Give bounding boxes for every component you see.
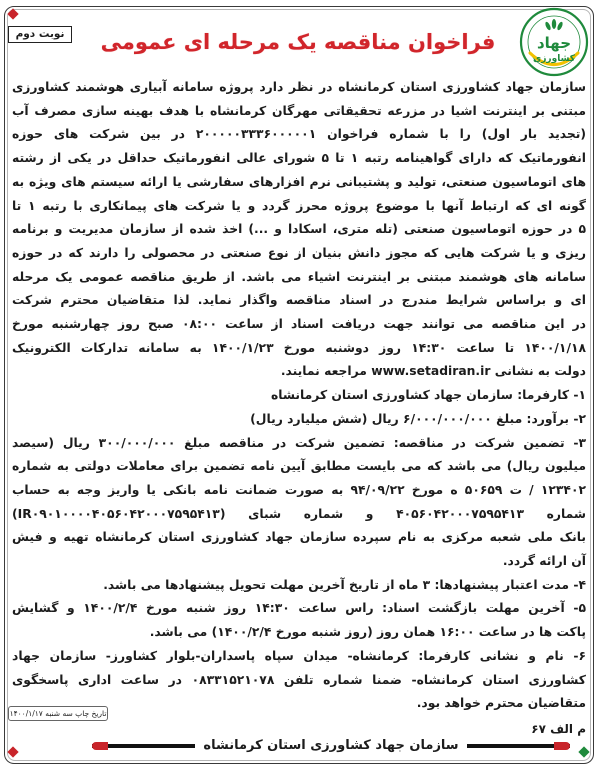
body-line: ۱۴۰۰/۱/۱۸ تا ساعت ۱۴:۳۰ روز دوشنبه مورخ ۱۴۰۰/۱/۲۳ به سامانه تدارکات الکترونیک <box>12 340 587 355</box>
body-line: ریزی و یا شرکت هایی که مجوز دانش بنیان از نوع صنعتی در محصولی را دارند که در حوزه <box>12 245 586 260</box>
body-line: ۱۲۳۴۰۲ / ت ۵۰۶۵۹ ه مورخ ۹۴/۰۹/۲۲ به صورت ضمانت نامه بانکی یا واریز وجه به حساب <box>12 482 586 497</box>
body-line: (تجدید بار اول) را با شماره فراخوان ۲۰۰۰۰۰۳۳۳۶۰۰۰۰۰۱ در بین شرکت های حوزه <box>12 127 586 142</box>
body-line: در این مناقصه می توانند جهت دریافت اسناد از ساعت ۰۸:۰۰ صبح روز چهارشنبه مورخ <box>12 317 586 332</box>
ad-title: فراخوان مناقصه یک مرحله ای عمومی <box>100 30 496 54</box>
body-line: ۶- نام و نشانی کارفرما: کرمانشاه- میدان سپاه پاسداران-بلوار کشاورز- سازمان جهاد <box>12 648 586 663</box>
body-line: کشاورزی استان کرمانشاه- ضمنا شماره تلفن ۰۸۳۳۱۵۲۱۰۷۸ در ساعت اداری پاسخگوی <box>12 672 586 687</box>
footer <box>92 735 570 757</box>
body-line: میلیون ریال) می باشد که می بایست مطابق آیین نامه تضمین برای معاملات دولتی به شماره <box>12 459 586 474</box>
body-line: ۴- مدت اعتبار پیشنهادها: ۳ ماه از تاریخ آخرین مهلت تحویل پیشنهادها می باشد. <box>103 577 586 592</box>
tender-body <box>12 76 586 716</box>
edition-badge: نوبت دوم <box>8 26 72 43</box>
body-line: دولت به نشانی www.setadiran.ir مراجعه نمایند. <box>280 364 586 379</box>
body-line: های اتوماسیون صنعتی، تولید و پشتیبانی نرم افزارهای سفارشی یا ارائه سیستم های ویژه به <box>12 174 586 189</box>
body-paragraph <box>12 408 586 432</box>
footer-organization: سازمان جهاد کشاورزی استان کرمانشاه <box>203 738 459 753</box>
print-date: تاریخ چاپ سه شنبه ۱۴۰۰/۱/۱۷ <box>8 706 108 721</box>
body-line: ۳- تضمین شرکت در مناقصه: تضمین شرکت در مناقصه مبلغ ۳۰۰/۰۰۰/۰۰۰ ریال (سیصد <box>12 435 586 450</box>
body-line: انفورماتیک که دارای گواهینامه رتبه ۱ تا ۵ شورای عالی انفورماتیک حداقل در یکی از رشته <box>12 151 587 166</box>
body-line: متقاضیان محترم خواهد بود. <box>416 696 586 711</box>
body-line: گونه ای که ارتباط آنها با موضوع پروژه محرز گردد و یا شرکت های پیمانکاری با رتبه ۱ تا <box>12 198 586 213</box>
body-line: سازمان جهاد کشاورزی استان کرمانشاه در نظر دارد پروژه سامانه آبیاری هوشمند کشاورزی <box>12 80 586 94</box>
body-paragraph <box>12 76 586 384</box>
body-line: شماره ۴۰۵۶۰۴۲۰۰۰۷۵۹۵۴۱۳ و شماره شبای (IR۰۹۰۱۰۰۰۰۴۰۵۶۰۴۲۰۰۰۷۵۹۵۴۱۳) <box>12 506 586 521</box>
body-paragraph <box>12 597 586 644</box>
body-line: ۵ در حوزه اتوماسیون صنعتی (تله متری، اسکادا و ...) اخذ شده از سازمان مدیریت و برنامه <box>12 222 586 237</box>
logo-wordmark-main: جهاد <box>536 34 572 52</box>
body-line: پاکت ها در ساعت ۱۶:۰۰ همان روز (روز شنبه مورخ ۱۴۰۰/۲/۴) می باشد. <box>149 625 586 640</box>
body-line: سامانه های هوشمند مبتنی بر اینترنت اشیاء می باشد. از طریق مناقصه عمومی یک مرحله <box>12 269 586 284</box>
footer-decor-bar <box>467 744 570 748</box>
reference-number: م الف ۶۷ <box>531 722 586 736</box>
logo-wordmark-sub: کشاورزی <box>533 54 575 64</box>
body-line: ۵- آخرین مهلت بازگشت اسناد: راس ساعت ۱۴:۳۰ روز شنبه مورخ ۱۴۰۰/۲/۴ و گشایش <box>12 601 586 616</box>
body-paragraph <box>12 574 586 598</box>
body-line: ای و براساس شرایط مندرج در اسناد مناقصه واگذار نماید. لذا متقاضیان محترم شرکت <box>12 293 586 308</box>
body-line: آن ارائه گردد. <box>502 554 586 569</box>
footer-decor-bar <box>92 744 195 748</box>
body-paragraph <box>12 384 586 408</box>
organization-logo <box>518 6 590 78</box>
body-line: بانک ملی شعبه مرکزی به نام سپرده سازمان جهاد کشاورزی استان کرمانشاه تهیه و فیش <box>12 530 586 545</box>
body-line: ۱- کارفرما: سازمان جهاد کشاورزی استان کرمانشاه <box>270 388 586 403</box>
body-paragraph <box>12 432 586 574</box>
body-line: مبتنی بر اینترنت اشیا در مزرعه تحقیقاتی مهرگان کرمانشاه با هدف بهینه سازی مصرف آب <box>12 103 586 118</box>
body-line: ۲- برآورد: مبلغ ۶/۰۰۰/۰۰۰/۰۰۰ ریال (شش میلیارد ریال) <box>250 411 586 426</box>
